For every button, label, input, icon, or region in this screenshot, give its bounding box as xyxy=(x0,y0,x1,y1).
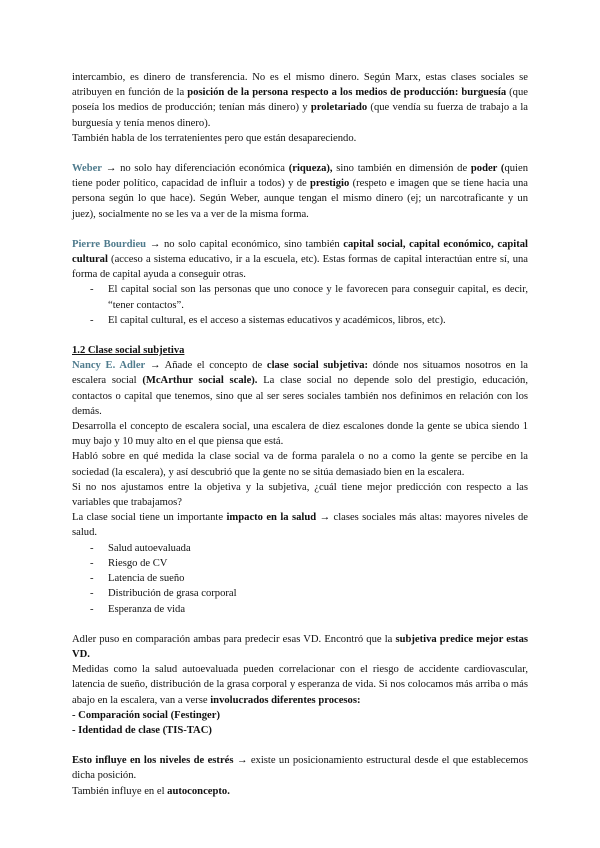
adler-text-2: dónde nos situamos nosotros en la escalera social xyxy=(72,360,528,387)
adler-text-3: La clase social no depende solo del prestigio, educación, contactos o capital que tenemos, sino que al ser seres sociales también nos definimos en relación con los demás. xyxy=(72,375,528,417)
paragraph-impacto xyxy=(72,510,528,540)
paragraph-marx xyxy=(72,70,528,131)
paragraph-autoconcepto xyxy=(72,784,528,799)
bourdieu-bold-capitals: capital social, capital económico, capital cultural xyxy=(72,238,528,266)
list-item: - El capital cultural, es el acceso a sistemas educativos y académicos, libros, etc). xyxy=(90,313,528,328)
weber-text-2: sino también en dimensión de xyxy=(332,163,471,175)
list-item: - Riesgo de CV xyxy=(90,556,528,571)
list-item: - Distribución de grasa corporal xyxy=(90,586,528,601)
adler2-bold: subjetiva predice mejor estas VD. xyxy=(72,633,529,660)
medidas-bold: involucrados diferentes procesos: xyxy=(210,694,361,706)
bourdieu-text-2: (acceso a sistema educativo, ir a la escuela, etc). Estas formas de capital interactúan entre sí, una forma de capital ayuda a conseguir otras. xyxy=(72,254,528,281)
proceso-identidad: - Identidad de clase (TIS-TAC) xyxy=(72,724,212,736)
paragraph-adler-comparacion xyxy=(72,632,528,662)
spacer xyxy=(72,328,528,343)
impacto-text-1: La clase social tiene un importante xyxy=(72,512,227,524)
paragraph-hablo: Habló sobre en qué medida la clase social va de forma paralela o no a como la gente se percibe en la sociedad (la escalera), y así descubrió que la gente no se sitúa demasiado bien en la escalera. xyxy=(72,451,528,478)
weber-text-4: (respeto e imagen que se tiene hacia una persona según lo que hace). Según Weber, aunque tengan el mismo dinero (ej; un narcotraficante y un juez), socialmente no se les va a ver de la misma forma. xyxy=(72,178,529,220)
paragraph-estres xyxy=(72,753,528,783)
spacer xyxy=(72,738,528,753)
paragraph-medidas xyxy=(72,662,528,708)
list-item: - Latencia de sueño xyxy=(90,571,528,586)
adler2-text: Adler puso en comparación ambas para predecir esas VD. Encontró que la xyxy=(72,633,396,645)
weber-bold-riqueza: (riqueza), xyxy=(288,163,333,175)
adler-bold-scale: (McArthur social scale). xyxy=(142,375,258,387)
bourdieu-list xyxy=(72,282,528,328)
list-item: - Esperanza de vida xyxy=(90,602,528,617)
marx-text-2: (que poseía los medios de producción; tenían más dinero) y xyxy=(72,87,528,114)
section-title: 1.2 Clase social subjetiva xyxy=(72,345,185,357)
adler-name: Nancy E. Adler xyxy=(72,360,146,372)
marx-bold-position: posición de la persona respecto a los medios de producción: burguesía xyxy=(187,87,507,99)
weber-bold-poder: poder xyxy=(470,163,498,175)
weber-text-1: → no solo hay diferenciación económica xyxy=(102,163,289,175)
paragraph-bourdieu xyxy=(72,237,528,283)
autoconcepto-bold: autoconcepto. xyxy=(167,785,230,797)
salud-list xyxy=(72,541,528,617)
spacer xyxy=(72,222,528,237)
marx-text-3: (que vendía su fuerza de trabajo a la burguesía y tenía menos dinero). xyxy=(72,102,528,129)
list-item: - Salud autoevaluada xyxy=(90,541,528,556)
marx-text-1: intercambio, es dinero de transferencia. No es el mismo dinero. Según Marx, estas clases sociales se atribuyen en función de la xyxy=(72,72,528,99)
medidas-text: Medidas como la salud autoevaluada pueden correlacionar con el riesgo de accidente cardiovascular, latencia de sueño, distribución de la grasa corporal y esperanza de vida. Si nos colocamos más arriba o más abajo en la escalera, van a verse xyxy=(72,664,528,706)
impacto-text-2: → clases sociales más altas: mayores niveles de salud. xyxy=(72,512,528,539)
bourdieu-text-1: → no solo capital económico, sino también xyxy=(146,238,344,250)
bourdieu-name: Pierre Bourdieu xyxy=(72,238,147,250)
proceso-item xyxy=(72,723,528,738)
impacto-bold: impacto en la salud xyxy=(226,512,317,524)
estres-bold: Esto influye en los niveles de estrés xyxy=(72,755,234,767)
autoconcepto-text: También influye en el xyxy=(72,785,168,797)
adler-bold-concept: clase social subjetiva: xyxy=(266,360,369,372)
paragraph-adler xyxy=(72,358,528,419)
weber-bold-prestigio: prestigio xyxy=(310,178,350,190)
proceso-item xyxy=(72,708,528,723)
weber-name: Weber xyxy=(72,163,103,175)
paragraph-terratenientes: También habla de los terratenientes pero que están desapareciendo. xyxy=(72,132,357,144)
paragraph-weber xyxy=(72,161,528,222)
proceso-comparacion: - Comparación social (Festinger) xyxy=(72,709,220,721)
paragraph-escalera: Desarrolla el concepto de escalera social, una escalera de diez escalones donde la gente se ubica siendo 1 muy bajo y 10 muy alto en el que piensa que está. xyxy=(72,421,528,448)
marx-bold-proletariado: proletariado xyxy=(310,102,368,114)
weber-bold-paren: ( xyxy=(497,163,505,175)
paragraph-pregunta: Si no nos ajustamos entre la objetiva y la subjetiva, ¿cuál tiene mejor predicción con respecto a las variables que trabajamos? xyxy=(72,481,528,509)
spacer xyxy=(72,617,528,632)
adler-text-1: → Añade el concepto de xyxy=(145,360,267,372)
list-item: - El capital social son las personas que uno conoce y le favorecen para conseguir capital, es decir, “tener contactos”. xyxy=(90,282,528,312)
estres-text: → existe un posicionamiento estructural desde el que establecemos dicha posición. xyxy=(72,755,528,782)
spacer xyxy=(72,146,528,161)
weber-text-3: quien tiene poder político, capacidad de influir a todos) y de xyxy=(72,163,528,190)
